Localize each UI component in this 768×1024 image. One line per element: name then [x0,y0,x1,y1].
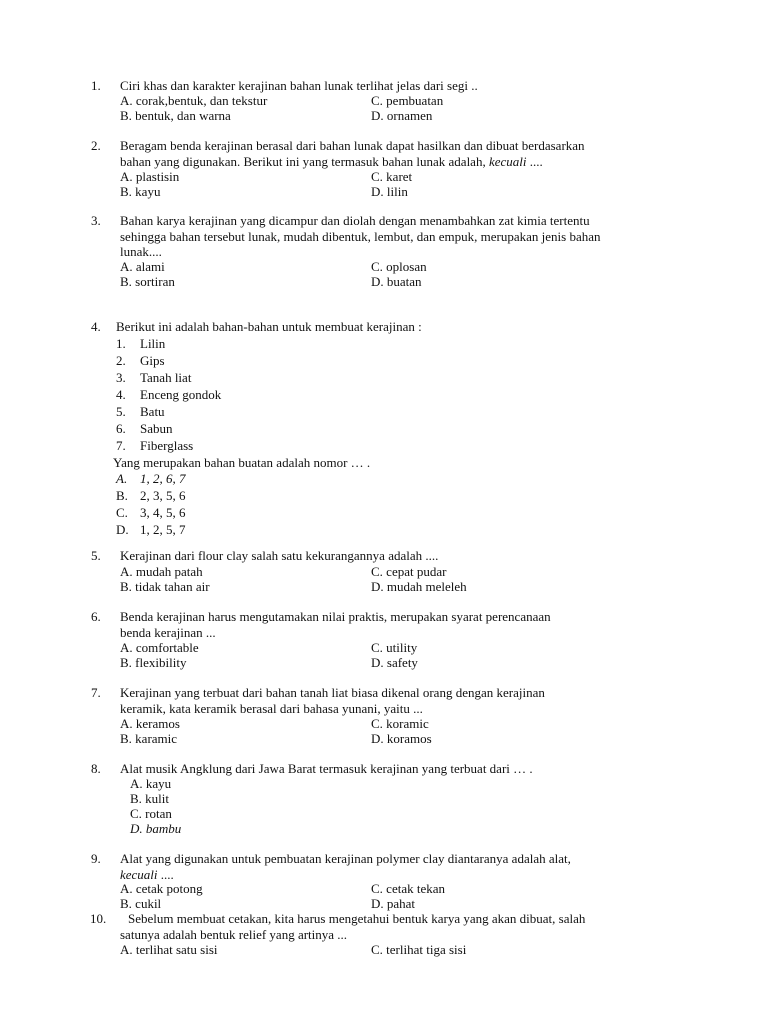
option-a: A. keramos [120,716,180,731]
option-d: D. buatan [371,274,422,289]
option-d: D. mudah meleleh [371,579,467,594]
question-text [120,138,710,169]
question-text-line: kecuali .... [120,866,174,882]
option-b: B. tidak tahan air [120,579,210,594]
question-number: 5. [91,548,101,563]
emphasis: kecuali [120,866,158,882]
question-number: 7. [91,685,101,700]
question-text-line: benda kerajinan ... [120,624,216,640]
question-text-line: Alat yang digunakan untuk pembuatan kerajinan polymer clay diantaranya adalah alat, [120,851,571,866]
question-text: Kerajinan dari flour clay salah satu kekurangannya adalah .... [120,548,439,563]
option-c: C. 3, 4, 5, 6 [116,505,186,520]
list-item: 2. Gips [116,353,165,368]
option-c: C. rotan [130,806,172,821]
question-number: 4. [91,319,101,334]
option-d: D. 1, 2, 5, 7 [116,522,186,537]
question-text-line: keramik, kata keramik berasal dari bahasa yunani, yaitu ... [120,700,423,716]
question-text-line: bahan yang digunakan. Berikut ini yang termasuk bahan lunak adalah, kecuali .... [120,153,543,169]
question-text [120,609,710,640]
option-a: A. comfortable [120,640,199,655]
option-d: D. pahat [371,896,416,911]
question-number: 10. [90,911,107,926]
option-a: A. corak,bentuk, dan tekstur [120,93,268,108]
list-item: 7. Fiberglass [116,438,194,453]
option-a: A. cetak potong [120,881,203,896]
option-d: D. koramos [371,731,432,746]
option-b: B. cukil [120,896,162,911]
option-d: D. lilin [371,184,408,199]
option-a: A. plastisin [120,169,180,184]
option-c: C. utility [371,640,418,655]
option-d: D. safety [371,655,418,670]
question-text [120,685,710,716]
list-item: 6. Sabun [116,421,173,436]
option-c: C. pembuatan [371,93,444,108]
option-d: D. ornamen [371,108,433,123]
question-text-line: Benda kerajinan harus mengutamakan nilai praktis, merupakan syarat perencanaan [120,609,551,624]
option-c: C. terlihat tiga sisi [371,942,467,957]
question-number: 8. [91,761,101,776]
question-prompt: Yang merupakan bahan buatan adalah nomor … . [113,455,371,470]
question-number: 2. [91,138,101,153]
question-number: 9. [91,851,101,866]
emphasis: kecuali [488,153,527,169]
option-c: C. cetak tekan [371,881,445,896]
option-d: D. bambu [130,821,182,836]
question-text [120,911,710,942]
option-a: A. alami [120,259,165,274]
option-b: B. 2, 3, 5, 6 [116,488,186,503]
question-text-line: satunya adalah bentuk relief yang artinya ... [120,926,348,942]
question-number: 6. [91,609,101,624]
option-c: C. cepat pudar [371,564,447,579]
option-c: C. karet [371,169,413,184]
question-text: Alat musik Angklung dari Jawa Barat termasuk kerajinan yang terbuat dari … . [120,761,533,776]
question-text: Ciri khas dan karakter kerajinan bahan lunak terlihat jelas dari segi .. [120,78,478,93]
option-b: B. kulit [130,791,170,806]
option-c: C. koramic [371,716,429,731]
question-number: 1. [91,78,101,93]
list-item: 5. Batu [116,404,165,419]
question-text-line: sehingga bahan tersebut lunak, mudah dibentuk, lembut, dan empuk, merupakan jenis bahan [120,228,601,244]
question-text-line: Sebelum membuat cetakan, kita harus mengetahui bentuk karya yang akan dibuat, salah [128,911,586,926]
option-a: A. kayu [130,776,172,791]
question-text [120,213,710,260]
question-text-line: Bahan karya kerajinan yang dicampur dan diolah dengan menambahkan zat kimia tertentu [120,213,590,228]
option-a: A. 1, 2, 6, 7 [116,471,186,486]
question-text: Berikut ini adalah bahan-bahan untuk membuat kerajinan : [116,319,422,334]
question-number: 3. [91,213,101,228]
question-text-line: Kerajinan yang terbuat dari bahan tanah liat biasa dikenal orang dengan kerajinan [120,685,545,700]
option-a: A. mudah patah [120,564,203,579]
option-a: A. terlihat satu sisi [120,942,218,957]
option-b: B. sortiran [120,274,175,289]
question-text-line: Beragam benda kerajinan berasal dari bahan lunak dapat hasilkan dan dibuat berdasarkan [120,138,585,153]
option-b: B. kayu [120,184,161,199]
question-text [120,851,710,882]
list-item: 3. Tanah liat [116,370,192,385]
option-b: B. flexibility [120,655,187,670]
option-b: B. bentuk, dan warna [120,108,231,123]
option-c: C. oplosan [371,259,427,274]
question-text-line: lunak.... [120,244,162,259]
option-b: B. karamic [120,731,178,746]
list-item: 1. Lilin [116,336,166,351]
list-item: 4. Enceng gondok [116,387,222,402]
